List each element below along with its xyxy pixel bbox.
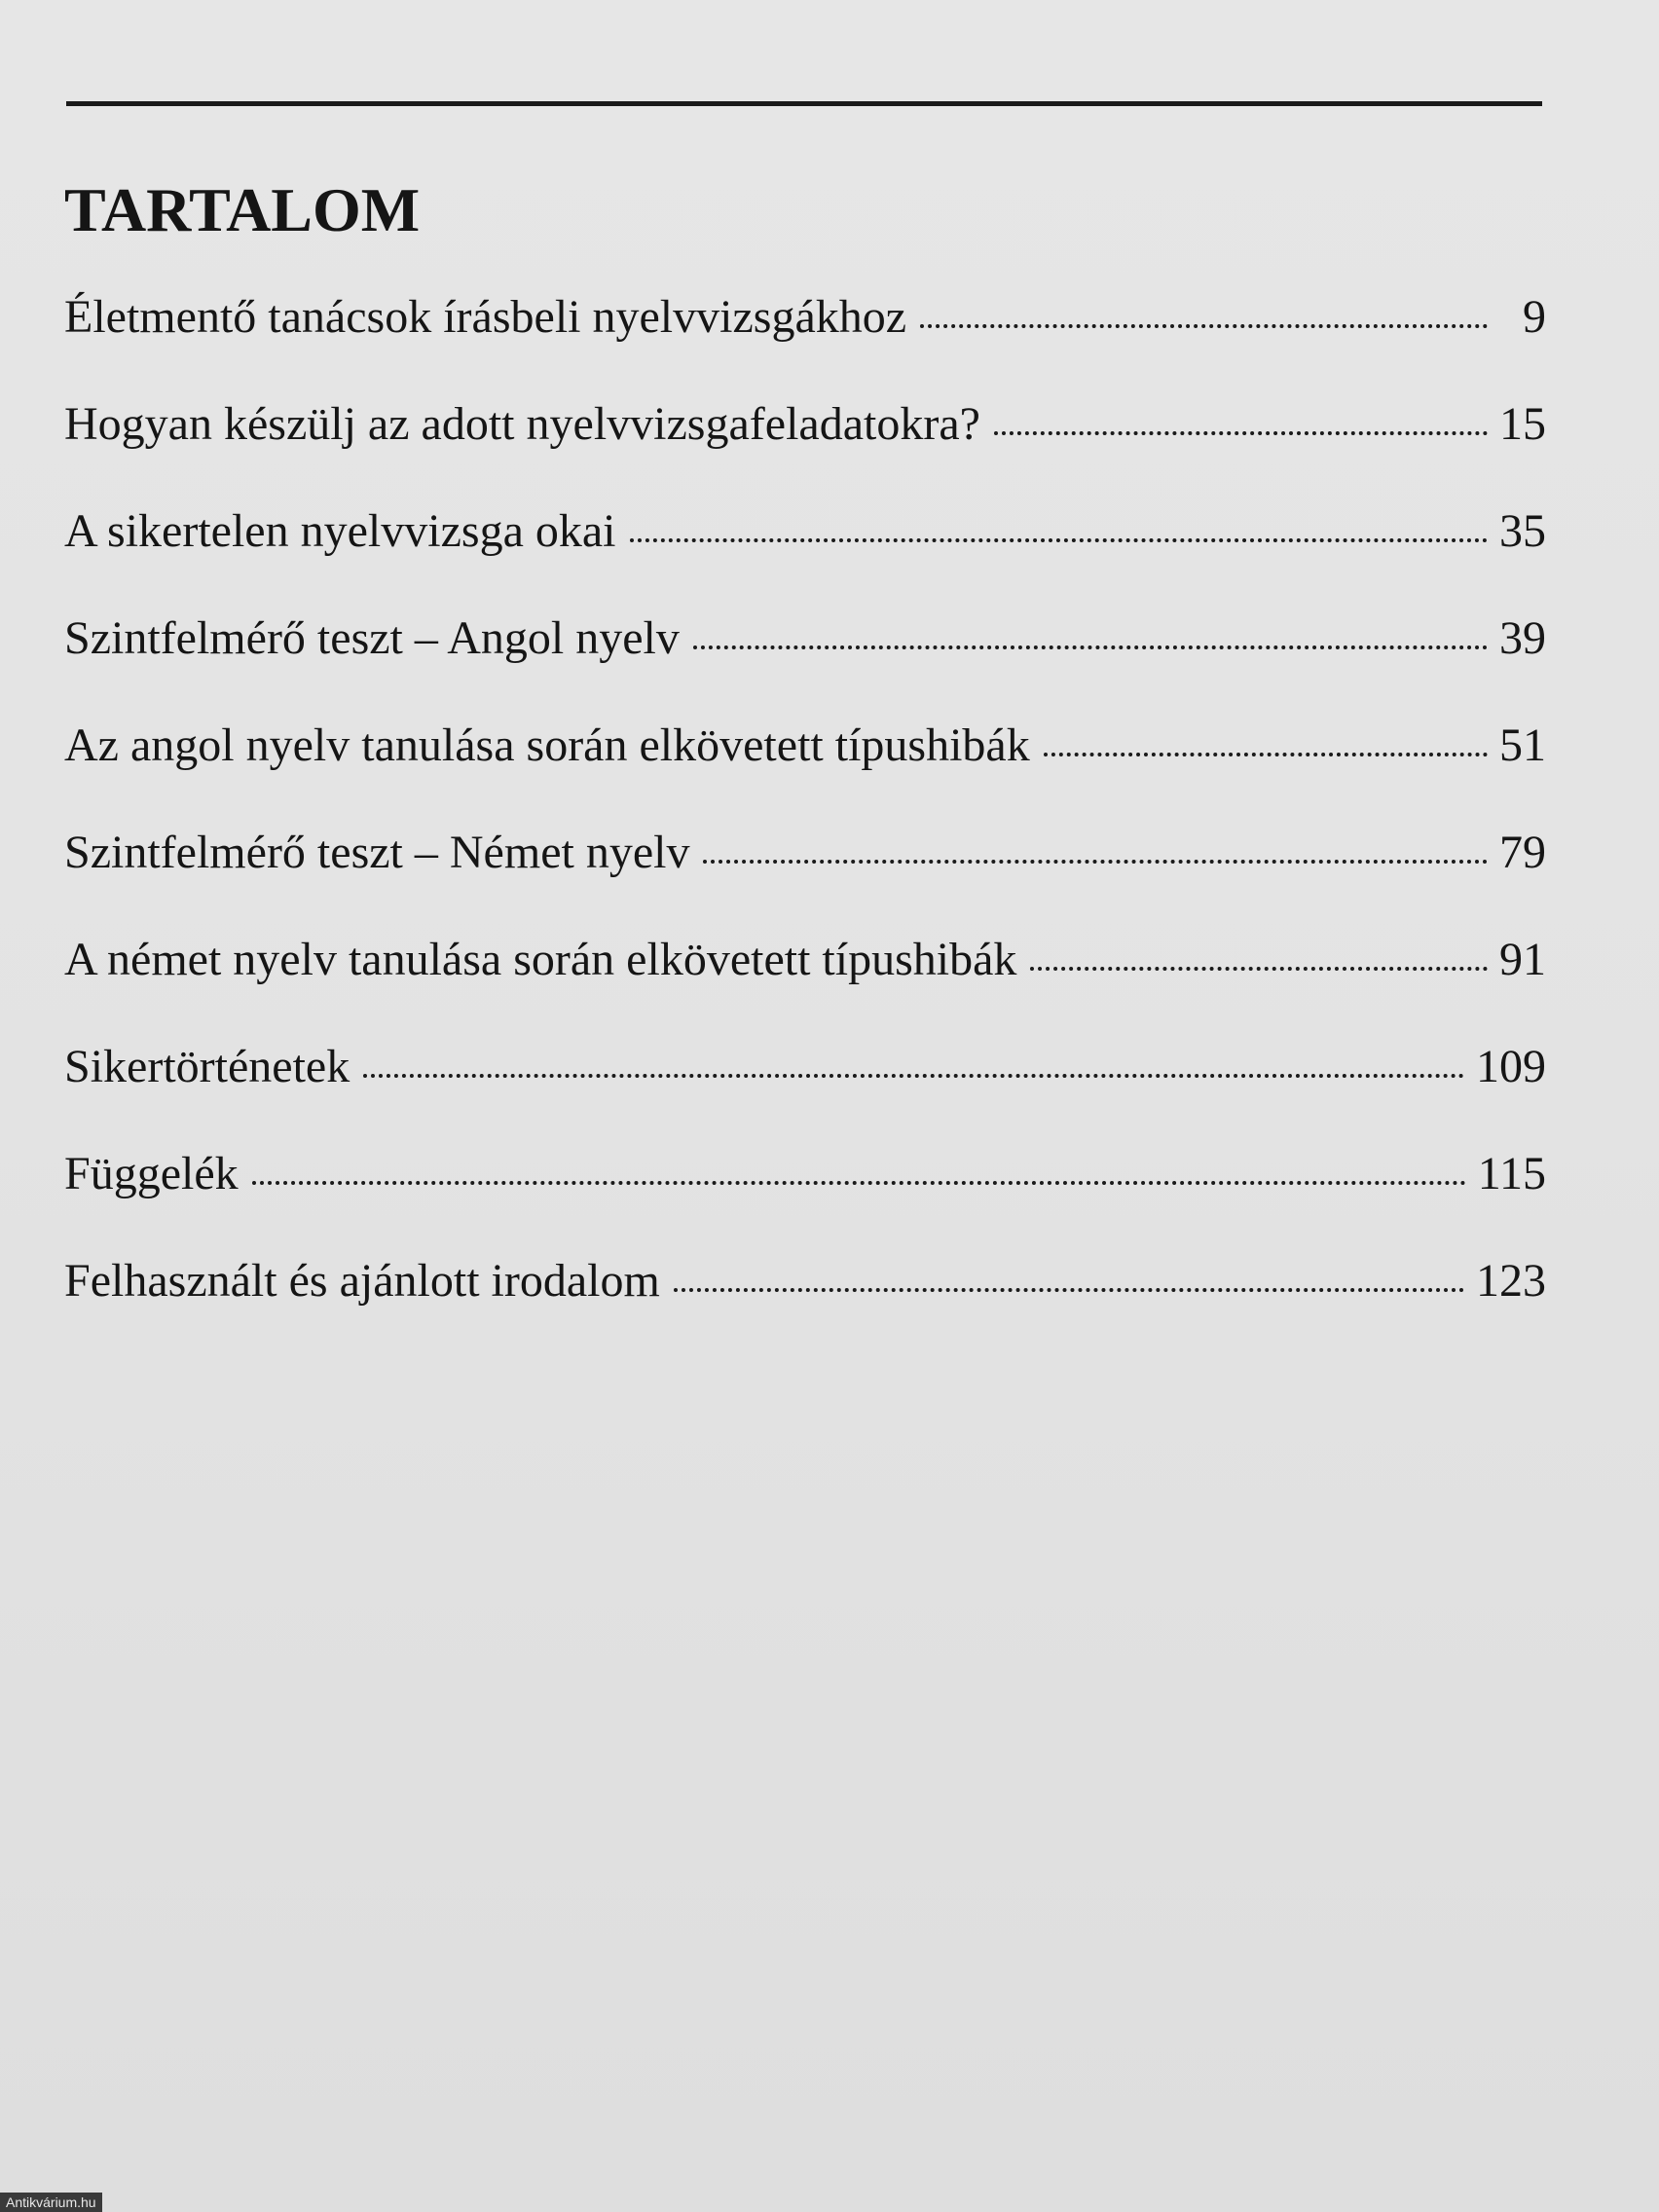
dot-leader <box>363 1074 1464 1078</box>
toc-entry-page: 51 <box>1499 719 1546 771</box>
dot-leader <box>1030 967 1488 971</box>
toc-entry-page: 109 <box>1476 1041 1546 1092</box>
toc-entry-page: 39 <box>1499 612 1546 664</box>
dot-leader <box>703 860 1488 864</box>
toc-entry <box>64 827 1546 937</box>
toc-entry-title: Szintfelmérő teszt – Német nyelv <box>64 827 690 878</box>
toc-entry-title: Életmentő tanácsok írásbeli nyelvvizsgákhoz <box>64 291 907 343</box>
toc-entry-title: Függelék <box>64 1148 239 1199</box>
toc-entry-page: 9 <box>1523 291 1546 343</box>
toc-entry <box>64 398 1546 508</box>
dot-leader <box>674 1288 1464 1292</box>
top-rule <box>66 101 1542 106</box>
toc-entry <box>64 934 1546 1044</box>
dot-leader <box>1044 753 1488 756</box>
toc-entry-title: A sikertelen nyelvvizsga okai <box>64 505 616 557</box>
dot-leader <box>630 538 1488 542</box>
dot-leader <box>920 324 1488 328</box>
toc-entry-page: 35 <box>1499 505 1546 557</box>
toc-entry-title: Felhasznált és ajánlott irodalom <box>64 1255 660 1307</box>
dot-leader <box>693 645 1488 649</box>
toc-entry-title: A német nyelv tanulása során elkövetett típushibák <box>64 934 1017 985</box>
toc-entry-page: 123 <box>1476 1255 1546 1307</box>
toc-heading: TARTALOM <box>64 175 421 244</box>
dot-leader <box>994 431 1488 435</box>
dot-leader <box>252 1181 1466 1185</box>
toc-entry <box>64 719 1546 830</box>
toc-entry-page: 79 <box>1499 827 1546 878</box>
toc-entry <box>64 291 1546 401</box>
toc-entry-title: Szintfelmérő teszt – Angol nyelv <box>64 612 680 664</box>
toc-entry-page: 115 <box>1477 1148 1546 1199</box>
toc-entry-title: Sikertörténetek <box>64 1041 350 1092</box>
toc-entry <box>64 1148 1546 1258</box>
toc-entry-title: Hogyan készülj az adott nyelvvizsgafeladatokra? <box>64 398 980 450</box>
toc-entry <box>64 1255 1546 1365</box>
table-of-contents <box>64 291 1546 1365</box>
toc-entry-title: Az angol nyelv tanulása során elkövetett típushibák <box>64 719 1030 771</box>
toc-entry <box>64 1041 1546 1151</box>
toc-entry-page: 91 <box>1499 934 1546 985</box>
watermark-label: Antikvárium.hu <box>0 2193 102 2212</box>
toc-entry <box>64 612 1546 722</box>
toc-entry-page: 15 <box>1499 398 1546 450</box>
toc-entry <box>64 505 1546 615</box>
